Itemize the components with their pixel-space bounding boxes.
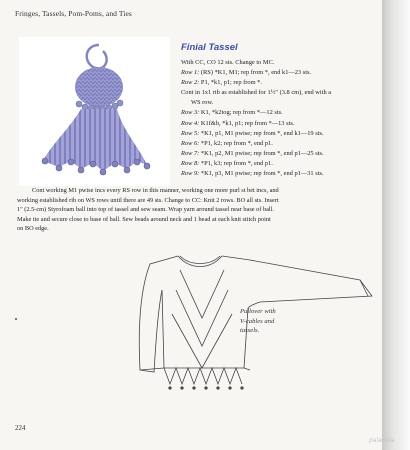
tassel-photo xyxy=(19,37,170,186)
instruction-line: Row 4: K1f&b, *k1, p1; rep from *—13 sts. xyxy=(181,119,295,127)
instruction-line: Row 8: *P1, k3; rep from *, end p1. xyxy=(181,159,273,167)
page-number: 224 xyxy=(15,424,26,432)
paragraph-line: on BO edge. xyxy=(17,225,49,233)
instruction-line: Row 5: *K1, p1, M1 pwise; rep from *, end k1—19 sts. xyxy=(181,129,324,137)
instructions xyxy=(181,58,371,179)
paragraph-line: working established rib on WS rows until there are 49 sts. Change to CC: Knit 2 rows. BO all sts. Insert xyxy=(17,196,279,204)
paragraph-line: 1" (2.5-cm) Styrofoam ball into top of tassel and sew seam. Wrap yarn around tassel near base of ball. xyxy=(17,206,274,214)
instruction-line: Row 9: *K1, p3, M1 pwise; rep from *, end p1—31 sts. xyxy=(181,170,324,178)
paragraph-line: Make tie and secure close to base of ball. Sew beads around neck and 1 bead at each knit stitch point xyxy=(17,215,271,223)
instruction-line: With CC, CO 12 sts. Change to MC. xyxy=(181,59,275,66)
instruction-line: Row 7: *K1, p2, M1 pwise; rep from *, end p1—25 sts. xyxy=(181,149,324,157)
paragraph-line: Cont working M1 pwise incs every RS row in this manner, working one more purl st bet incs, and xyxy=(32,187,279,194)
instruction-line: Row 3: K1, *k2tog; rep from *—12 sts. xyxy=(181,109,283,117)
instruction-line: Cont in 1x1 rib as established for 1½" (3.8 cm), end with a xyxy=(181,89,332,97)
watermark-text: palapala xyxy=(369,437,395,444)
section-title: Finial Tassel xyxy=(181,42,238,53)
running-head: Fringes, Tassels, Pom-Poms, and Ties xyxy=(15,9,132,18)
scan-speck xyxy=(15,318,17,320)
instruction-line: WS row. xyxy=(191,99,214,107)
instruction-line: Row 2: P1, *k1, p1; rep from *. xyxy=(181,79,262,87)
page-gutter xyxy=(382,0,410,450)
figure-caption: Pullover with V-cables and tassels. xyxy=(240,308,276,334)
instruction-line: Row 6: *P1, k2; rep from *, end p1. xyxy=(181,139,273,147)
tassel-illustration xyxy=(19,37,170,186)
instruction-line: Row 1: (RS) *K1, M1; rep from *, end k1—23 sts. xyxy=(181,69,312,77)
body-paragraph xyxy=(17,186,377,234)
